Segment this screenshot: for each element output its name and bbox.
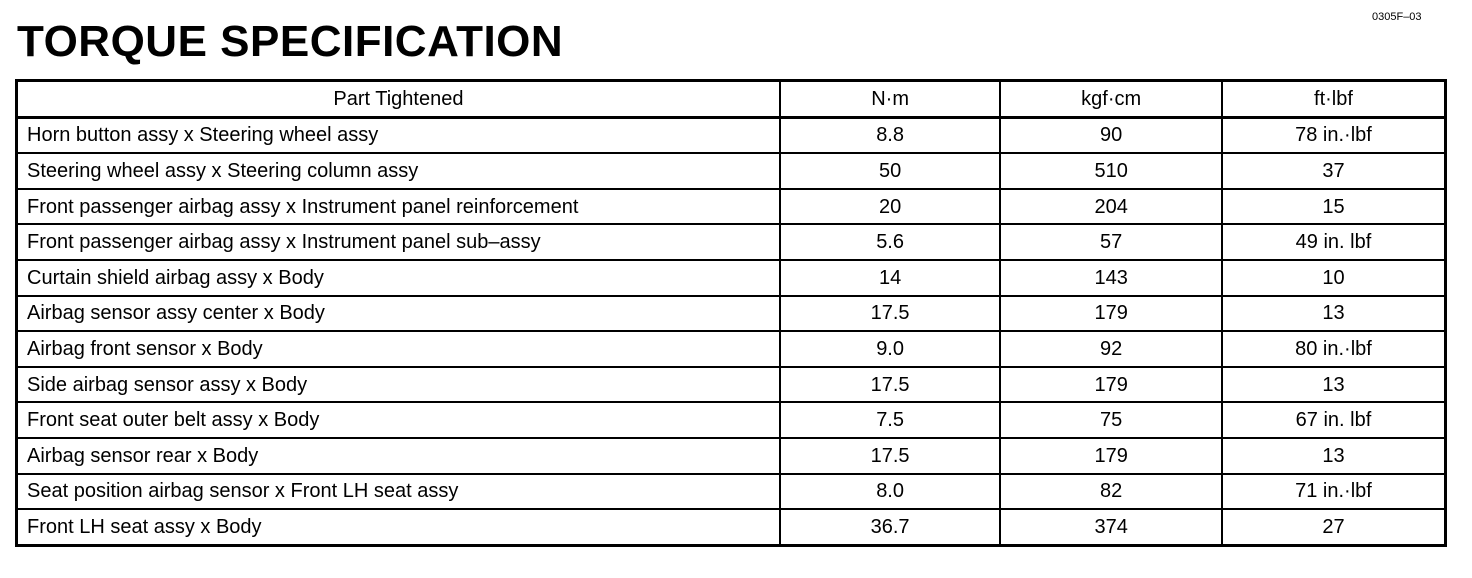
nm-cell: 7.5: [780, 402, 1001, 438]
nm-cell: 17.5: [780, 296, 1001, 332]
table-row: [17, 367, 1446, 403]
part-tightened-cell: Front seat outer belt assy x Body: [17, 402, 780, 438]
ftlbf-cell: 13: [1222, 296, 1446, 332]
part-tightened-cell: Horn button assy x Steering wheel assy: [17, 117, 780, 153]
kgfcm-cell: 143: [1000, 260, 1222, 296]
table-row: [17, 296, 1446, 332]
kgfcm-cell: 90: [1000, 117, 1222, 153]
torque-specification-table: [15, 79, 1447, 547]
column-header-part-tightened: Part Tightened: [17, 81, 780, 118]
table-row: [17, 402, 1446, 438]
ftlbf-cell: 27: [1222, 509, 1446, 545]
kgfcm-cell: 75: [1000, 402, 1222, 438]
nm-cell: 50: [780, 153, 1001, 189]
document-code: 0305F–03: [1372, 11, 1422, 23]
ftlbf-cell: 80 in.·lbf: [1222, 331, 1446, 367]
nm-cell: 8.0: [780, 474, 1001, 510]
ftlbf-cell: 49 in. lbf: [1222, 224, 1446, 260]
kgfcm-cell: 57: [1000, 224, 1222, 260]
kgfcm-cell: 179: [1000, 367, 1222, 403]
kgfcm-cell: 179: [1000, 296, 1222, 332]
table-row: [17, 331, 1446, 367]
ftlbf-cell: 10: [1222, 260, 1446, 296]
column-header-ftlbf: ft·lbf: [1222, 81, 1446, 118]
kgfcm-cell: 82: [1000, 474, 1222, 510]
ftlbf-cell: 37: [1222, 153, 1446, 189]
ftlbf-cell: 13: [1222, 367, 1446, 403]
part-tightened-cell: Curtain shield airbag assy x Body: [17, 260, 780, 296]
table-row: [17, 260, 1446, 296]
table-row: [17, 438, 1446, 474]
ftlbf-cell: 15: [1222, 189, 1446, 225]
part-tightened-cell: Airbag front sensor x Body: [17, 331, 780, 367]
part-tightened-cell: Side airbag sensor assy x Body: [17, 367, 780, 403]
part-tightened-cell: Front passenger airbag assy x Instrument panel sub–assy: [17, 224, 780, 260]
kgfcm-cell: 92: [1000, 331, 1222, 367]
table-header-row: [17, 81, 1446, 118]
kgfcm-cell: 204: [1000, 189, 1222, 225]
page-title: TORQUE SPECIFICATION: [17, 17, 564, 66]
part-tightened-cell: Steering wheel assy x Steering column assy: [17, 153, 780, 189]
nm-cell: 20: [780, 189, 1001, 225]
kgfcm-cell: 374: [1000, 509, 1222, 545]
table-row: [17, 153, 1446, 189]
nm-cell: 9.0: [780, 331, 1001, 367]
nm-cell: 5.6: [780, 224, 1001, 260]
nm-cell: 8.8: [780, 117, 1001, 153]
part-tightened-cell: Front LH seat assy x Body: [17, 509, 780, 545]
table-row: [17, 509, 1446, 545]
nm-cell: 17.5: [780, 438, 1001, 474]
column-header-nm: N·m: [780, 81, 1001, 118]
ftlbf-cell: 71 in.·lbf: [1222, 474, 1446, 510]
ftlbf-cell: 67 in. lbf: [1222, 402, 1446, 438]
nm-cell: 36.7: [780, 509, 1001, 545]
ftlbf-cell: 13: [1222, 438, 1446, 474]
part-tightened-cell: Front passenger airbag assy x Instrument panel reinforcement: [17, 189, 780, 225]
table-row: [17, 189, 1446, 225]
table-row: [17, 117, 1446, 153]
table-row: [17, 474, 1446, 510]
part-tightened-cell: Airbag sensor rear x Body: [17, 438, 780, 474]
nm-cell: 14: [780, 260, 1001, 296]
ftlbf-cell: 78 in.·lbf: [1222, 117, 1446, 153]
part-tightened-cell: Airbag sensor assy center x Body: [17, 296, 780, 332]
column-header-kgfcm: kgf·cm: [1000, 81, 1222, 118]
table-row: [17, 224, 1446, 260]
nm-cell: 17.5: [780, 367, 1001, 403]
kgfcm-cell: 179: [1000, 438, 1222, 474]
kgfcm-cell: 510: [1000, 153, 1222, 189]
part-tightened-cell: Seat position airbag sensor x Front LH seat assy: [17, 474, 780, 510]
